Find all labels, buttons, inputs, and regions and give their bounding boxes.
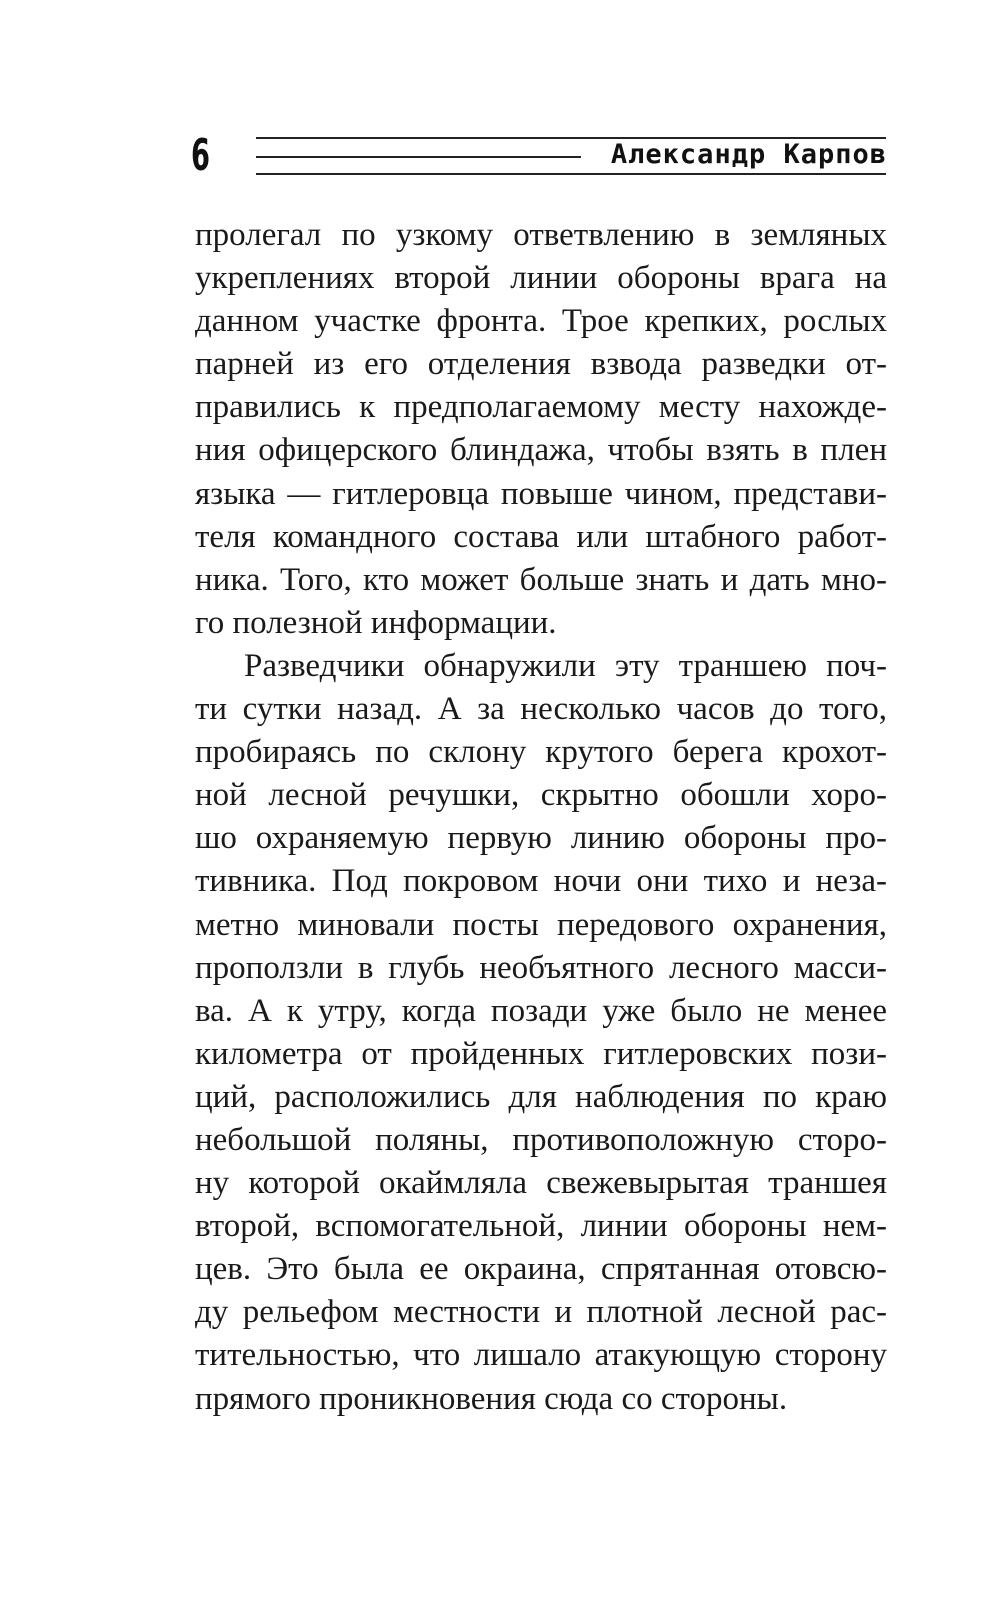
text-line: метно миновали посты передового охранения, [195, 906, 887, 943]
text-line: шо охраняемую первую линию обороны про- [195, 820, 887, 857]
text-line: ду рельефом местности и плотной лесной рас- [195, 1294, 887, 1331]
text-line: пробираясь по склону крутого берега крохот- [195, 734, 887, 771]
page-number: 6 [191, 130, 210, 181]
text-line: данном участке фронта. Трое крепких, рослых [195, 303, 887, 340]
text-line: тительностью, что лишало атакующую сторону [195, 1337, 887, 1374]
text-line: языка — гитлеровца повыше чином, представи- [195, 475, 887, 512]
text-line: ти сутки назад. А за несколько часов до того, [195, 691, 887, 728]
text-line: Разведчики обнаружили эту траншею поч- [244, 647, 887, 684]
text-line: правились к предполагаемому месту нахожде- [195, 389, 887, 426]
text-line: проползли в глубь необъятного лесного масси- [195, 949, 887, 986]
text-line: ной лесной речушки, скрытно обошли хоро- [195, 777, 887, 814]
paragraph [195, 645, 887, 1421]
header-rule-bottom [256, 173, 886, 175]
text-line: второй, вспомогательной, линии обороны нем- [195, 1208, 887, 1245]
text-line: теля командного состава или штабного работ- [195, 518, 887, 555]
header-rule-middle [256, 156, 581, 158]
text-line: тивника. Под покровом ночи они тихо и неза- [195, 863, 887, 900]
text-line: цев. Это была ее окраина, спрятанная отовсю- [195, 1251, 887, 1288]
text-line: укреплениях второй линии обороны врага на [195, 260, 887, 297]
body-text [195, 214, 887, 1421]
text-line: ций, расположились для наблюдения по краю [195, 1078, 887, 1115]
paragraph [195, 214, 887, 645]
text-line: прямого проникновения сюда со стороны. [195, 1380, 788, 1417]
text-line: пролегал по узкому ответвлению в земляных [195, 217, 887, 253]
text-line: небольшой поляны, противоположную сторо- [195, 1121, 887, 1158]
text-line: го полезной информации. [195, 604, 557, 641]
running-head-author: Александр Карпов [610, 139, 887, 170]
text-line: километра от пройденных гитлеровских пози- [195, 1035, 887, 1072]
text-line: ва. А к утру, когда позади уже было не менее [195, 992, 887, 1029]
text-line: ния офицерского блиндажа, чтобы взять в плен [195, 432, 887, 469]
text-line: ника. Того, кто может больше знать и дать мно- [195, 561, 887, 598]
text-line: парней из его отделения взвода разведки от- [195, 346, 887, 383]
text-line: ну которой окаймляла свежевырытая траншея [195, 1165, 887, 1202]
